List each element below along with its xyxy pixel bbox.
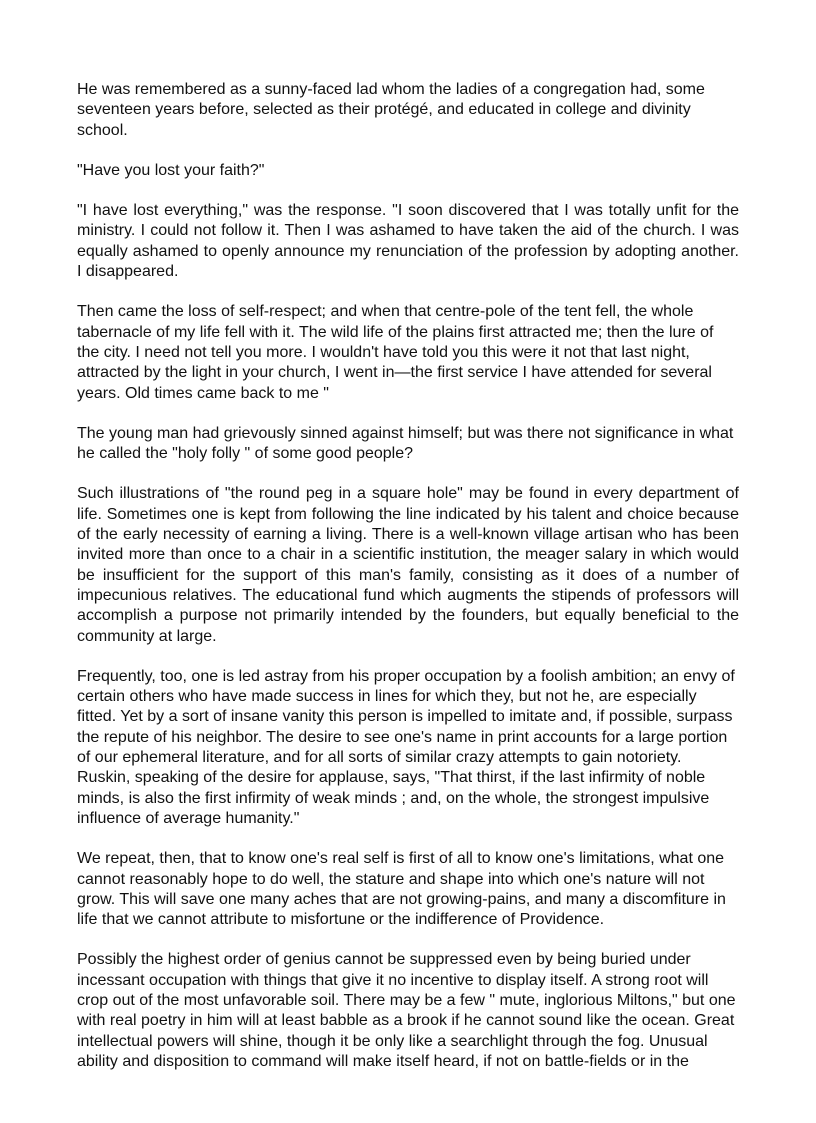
paragraph-9: Possibly the highest order of genius cannot be suppressed even by being buried under incessant occupation with things that give it no incentive to display itself. A strong root will crop out of the most unfavorable soil. There may be a few " mute, inglorious Miltons," but one with real poetry in him will at least babble as a brook if he cannot sound like the ocean. Great intellectual powers will shine, though it be only like a searchlight through the fog. Unusual ability and disposition to command will make itself heard, if not on battle-fields or in the [77, 951, 736, 1070]
paragraph-3: "I have lost everything," was the response. "I soon discovered that I was totally unfit for the ministry. I could not follow it. Then I was ashamed to have taken the aid of the church. I was equally ashamed to openly announce my renunciation of the profession by adopting another. I disappeared. [77, 202, 739, 281]
paragraph-4: Then came the loss of self-respect; and when that centre-pole of the tent fell, the whole tabernacle of my life fell with it. The wild life of the plains first attracted me; then the lure of the city. I need not tell you more. I wouldn't have told you this were it not that last night, attracted by the light in your church, I went in—the first service I have attended for several years. Old times came back to me " [77, 303, 714, 402]
paragraph-2: "Have you lost your faith?" [77, 161, 265, 179]
paragraph-8: We repeat, then, that to know one's real self is first of all to know one's limitations, what one cannot reasonably hope to do well, the stature and shape into which one's nature will not grow. This will save one many aches that are not growing-pains, and many a discomfiture in life that we cannot attribute to misfortune or the indifference of Providence. [77, 850, 726, 929]
paragraph-1: He was remembered as a sunny-faced lad whom the ladies of a congregation had, some seventeen years before, selected as their protégé, and educated in college and divinity school. [77, 81, 705, 139]
paragraph-7: Frequently, too, one is led astray from his proper occupation by a foolish ambition; an envy of certain others who have made success in lines for which they, but not he, are especially fitted. Yet by a sort of insane vanity this person is impelled to imitate and, if possible, surpass the repute of his neighbor. The desire to see one's name in print accounts for a large portion of our ephemeral literature, and for all sorts of similar crazy attempts to gain notoriety. Ruskin, speaking of the desire for applause, says, "That thirst, if the last infirmity of noble minds, is also the first infirmity of weak minds ; and, on the whole, the strongest impulsive influence of average humanity." [77, 667, 735, 827]
paragraph-5: The young man had grievously sinned against himself; but was there not significance in what he called the "holy folly " of some good people? [77, 424, 734, 463]
paragraph-6: Such illustrations of "the round peg in a square hole" may be found in every department of life. Sometimes one is kept from following the line indicated by his talent and choice because of the early necessity of earning a living. There is a well-known village artisan who has been invited more than once to a chair in a scientific institution, the meager salary in which would be insufficient for the support of this man's family, consisting as it does of a number of impecunious relatives. The educational fund which augments the stipends of professors will accomplish a purpose not primarily intended by the founders, but equally beneficial to the community at large. [77, 485, 739, 645]
document-page [77, 80, 739, 1092]
